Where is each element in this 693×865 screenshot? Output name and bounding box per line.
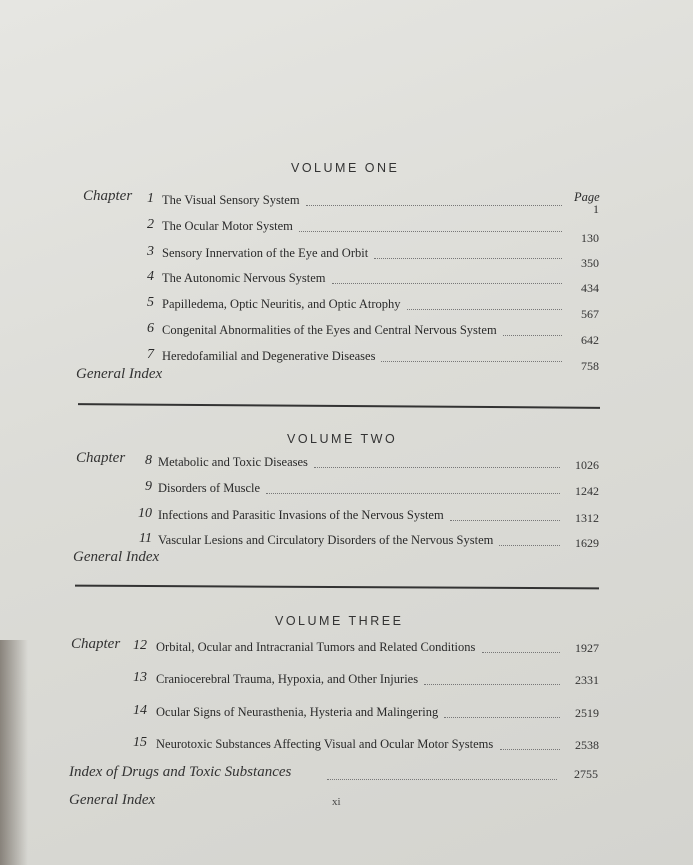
section-divider <box>75 585 599 590</box>
leader-dots <box>327 778 557 780</box>
leader-dots <box>381 360 562 362</box>
chapter-title: Orbital, Ocular and Intracranial Tumors and Related Conditions <box>156 640 476 654</box>
leader-dots <box>374 257 562 259</box>
chapter-title: Congenital Abnormalities of the Eyes and Central Nervous System <box>162 323 497 337</box>
page-number: 1927 <box>575 641 599 655</box>
chapter-title: Heredofamilial and Degenerative Diseases <box>162 349 376 363</box>
general-index-label: General Index <box>69 792 156 808</box>
page-number: 1242 <box>575 484 599 498</box>
page-folio: xi <box>332 796 341 808</box>
drug-index-title: Index of Drugs and Toxic Substances <box>69 764 292 780</box>
toc-entry <box>0 294 693 321</box>
toc-entry <box>0 320 693 347</box>
leader-dots <box>450 519 560 521</box>
chapter-title: Craniocerebral Trauma, Hypoxia, and Other Injuries <box>156 672 419 686</box>
toc-entry <box>0 216 693 245</box>
chapter-label: Chapter <box>83 188 133 204</box>
page-number: 434 <box>581 281 599 295</box>
leader-dots <box>306 204 562 206</box>
volume-heading: VOLUME TWO <box>287 432 398 446</box>
chapter-title: The Visual Sensory System <box>162 193 300 207</box>
leader-dots <box>266 492 560 494</box>
leader-dots <box>424 683 560 685</box>
chapter-title: Neurotoxic Substances Affecting Visual and Ocular Motor Systems <box>156 737 494 751</box>
chapter-number: 4 <box>147 269 154 284</box>
leader-dots <box>332 282 562 284</box>
chapter-number: 5 <box>147 295 154 310</box>
chapter-title: The Ocular Motor System <box>162 219 293 233</box>
general-index-label: General Index <box>76 366 163 382</box>
page-column-header: Page <box>574 190 600 204</box>
page-number: 2331 <box>575 673 599 687</box>
toc-entry <box>0 505 693 525</box>
chapter-number: 13 <box>133 670 147 685</box>
chapter-title: Disorders of Muscle <box>158 481 261 495</box>
chapter-label: Chapter <box>76 450 126 466</box>
chapter-number: 9 <box>145 479 152 494</box>
toc-entry <box>0 268 693 295</box>
volume-heading: VOLUME THREE <box>275 614 404 628</box>
toc-entry <box>0 243 693 270</box>
page-number: 567 <box>581 307 599 321</box>
chapter-title: Papilledema, Optic Neuritis, and Optic Atrophy <box>162 297 401 311</box>
toc-entry <box>0 530 693 550</box>
chapter-number: 8 <box>145 453 152 468</box>
chapter-number: 15 <box>133 735 147 750</box>
chapter-title: Sensory Innervation of the Eye and Orbit <box>162 246 369 260</box>
chapter-number: 3 <box>147 244 154 259</box>
chapter-label: Chapter <box>71 636 121 652</box>
chapter-number: 2 <box>147 217 154 232</box>
leader-dots <box>407 308 562 310</box>
chapter-number: 1 <box>147 191 154 206</box>
leader-dots <box>314 466 560 468</box>
chapter-number: 12 <box>133 638 147 653</box>
leader-dots <box>482 651 560 653</box>
toc-entry <box>0 190 693 216</box>
chapter-number: 11 <box>139 531 152 546</box>
toc-entry <box>0 734 693 754</box>
leader-dots <box>299 230 562 232</box>
page-number: 130 <box>581 231 599 245</box>
volume-heading: VOLUME ONE <box>291 161 400 175</box>
chapter-title: Vascular Lesions and Circulatory Disorders of the Nervous System <box>158 533 494 547</box>
section-divider <box>78 403 600 409</box>
chapter-number: 14 <box>133 703 147 718</box>
toc-entry <box>0 637 693 657</box>
leader-dots <box>499 544 560 546</box>
page-number: 758 <box>581 359 599 373</box>
page-number: 2519 <box>575 706 599 720</box>
page-number: 2755 <box>574 767 598 781</box>
chapter-number: 7 <box>147 347 154 362</box>
page-number: 1312 <box>575 511 599 525</box>
page-number: 1 <box>593 202 599 216</box>
chapter-title: Ocular Signs of Neurasthenia, Hysteria and Malingering <box>156 705 439 719</box>
page-number: 2538 <box>575 738 599 752</box>
chapter-title: Metabolic and Toxic Diseases <box>158 455 308 469</box>
general-index-label: General Index <box>73 549 160 565</box>
toc-entry <box>0 669 693 689</box>
leader-dots <box>500 748 560 750</box>
chapter-title: Infections and Parasitic Invasions of the Nervous System <box>158 508 444 522</box>
toc-entry <box>0 452 693 472</box>
page-number: 1026 <box>575 458 599 472</box>
page-number: 642 <box>581 333 599 347</box>
page-number: 1629 <box>575 536 599 550</box>
chapter-title: The Autonomic Nervous System <box>162 271 326 285</box>
leader-dots <box>503 334 562 336</box>
toc-entry <box>0 478 693 498</box>
chapter-number: 10 <box>138 506 152 521</box>
toc-entry <box>0 346 693 373</box>
leader-dots <box>444 716 560 718</box>
drug-index-row <box>69 764 599 784</box>
chapter-number: 6 <box>147 321 154 336</box>
toc-entry <box>0 702 693 722</box>
page-number: 350 <box>581 256 599 270</box>
